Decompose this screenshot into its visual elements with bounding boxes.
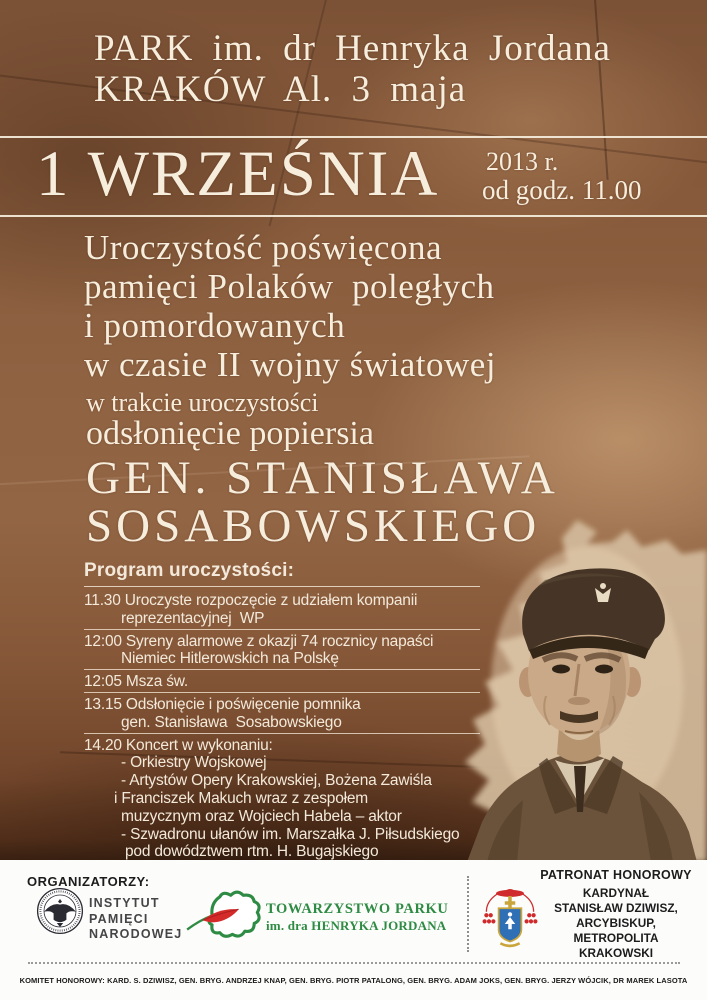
program-heading: Program uroczystości:: [84, 560, 480, 587]
program-row: muzycznym oraz Wojciech Habela – aktor: [121, 807, 402, 825]
divider-line-bottom: [0, 215, 707, 217]
unveiling-intro: w trakcie uroczystości: [86, 388, 319, 417]
program-row: 12:00 Syreny alarmowe z okazji 74 rocznicy napaści: [84, 632, 434, 650]
dedication-text: [84, 228, 496, 384]
park-name-line: PARK im. dr Henryka Jordana: [94, 28, 611, 69]
patronage-line: ARCYBISKUP,: [576, 916, 656, 930]
general-name-line2: SOSABOWSKIEGO: [86, 500, 541, 552]
dedication-line: pamięci Polaków poległych: [84, 267, 495, 306]
honorary-committee-text: KOMITET HONOROWY: KARD. S. DZIWISZ, GEN. BRYG. ANDRZEJ KNAP, GEN. BRYG. PIOTR PATALONG, GEN. BRYG. ADAM JOKS, GEN. BRYG. JERZY WÓJCIK, DR MAREK LASOTA: [19, 976, 688, 985]
ipn-name-line: NARODOWEJ: [89, 927, 183, 941]
dedication-line: i pomordowanych: [84, 306, 346, 345]
program-row: Niemiec Hitlerowskich na Polskę: [84, 650, 480, 670]
program-row: - Artystów Opery Krakowskiej, Bożena Zawiśla: [121, 772, 432, 790]
footer-bar: [0, 860, 707, 1000]
patronage-block: [538, 868, 694, 961]
program-row: - Szwadronu ułanów im. Marszałka J. Piłsudskiego: [121, 825, 460, 843]
park-society-name: [266, 901, 448, 934]
park-society-line1: TOWARZYSTWO PARKU: [266, 901, 449, 917]
ipn-name-line: PAMIĘCI: [89, 911, 149, 926]
dotted-separator-vertical: [467, 876, 469, 952]
dedication-line: w czasie II wojny światowej: [84, 345, 496, 384]
dedication-line: Uroczystość poświęcona: [84, 228, 442, 267]
general-name-line1: GEN. STANISŁAWA: [86, 452, 559, 504]
patronage-heading: PATRONAT HONOROWY: [540, 868, 692, 882]
program-row: reprezentacyjnej WP: [84, 610, 480, 630]
program-row: 13.15 Odsłonięcie i poświęcenie pomnika: [84, 695, 361, 713]
park-society-leaf-icon: [184, 889, 262, 939]
program-row: pod dowództwem rtm. H. Bugajskiego: [125, 843, 379, 861]
event-date-title: 1 WRZEŚNIA: [36, 138, 440, 210]
poster-header: [94, 28, 611, 110]
park-society-line2: im. dra HENRYKA JORDANA: [266, 918, 447, 933]
ipn-name: [89, 896, 182, 943]
ipn-seal-icon: [36, 887, 84, 935]
program-row: 12:05 Msza św.: [84, 673, 480, 693]
program-row: 14.20 Koncert w wykonaniu:: [84, 736, 273, 754]
city-address-line: KRAKÓW Al. 3 maja: [94, 69, 467, 110]
program-row: - Orkiestry Wojskowej: [121, 754, 267, 772]
cardinal-crest-icon: [479, 882, 541, 952]
dotted-separator-horizontal: [28, 962, 680, 964]
program-row: i Franciszek Makuch wraz z zespołem: [114, 789, 368, 807]
program-row: gen. Stanisława Sosabowskiego: [84, 714, 480, 734]
patronage-line: METROPOLITA KRAKOWSKI: [573, 931, 659, 960]
program-section: [84, 560, 480, 861]
event-year: 2013 r.: [486, 147, 559, 176]
patronage-line: KARDYNAŁ: [582, 886, 650, 900]
unveiling-subtitle: odsłonięcie popiersia: [86, 415, 374, 452]
patronage-line: STANISŁAW DZIWISZ,: [554, 901, 678, 915]
program-row: 11.30 Uroczyste rozpoczęcie z udziałem kompanii: [84, 592, 418, 609]
event-start-time: od godz. 11.00: [482, 175, 642, 205]
organizers-label: ORGANIZATORZY:: [27, 874, 150, 889]
ipn-name-line: INSTYTUT: [89, 896, 160, 910]
